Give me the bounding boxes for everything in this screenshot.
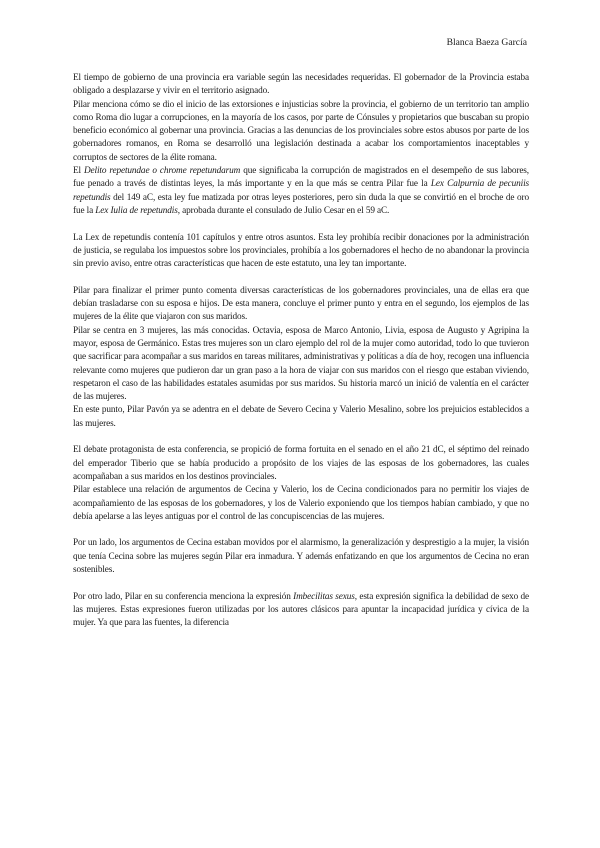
paragraph-text: del 149 aC, esta ley fue matizada por otras leyes posteriores, pero sin duda la que se convirtió en el broche de oro fue la xyxy=(73,192,529,216)
paragraph-text: , aprobada durante el consulado de Julio Cesar en el 59 aC. xyxy=(177,205,390,216)
document-body xyxy=(73,72,529,630)
italic-term: Imbecilitas sexus, xyxy=(293,591,357,602)
paragraph xyxy=(73,404,529,431)
paragraph-text: El tiempo de gobierno de una provincia era variable según las necesidades requeridas. El gobernador de la Provincia estaba obligado a desplazarse y vivir en el territorio asignado. xyxy=(73,73,529,97)
italic-term: Lex Calpurnia de pecuniis repetundis xyxy=(73,179,529,203)
paragraph xyxy=(73,285,529,325)
paragraph-text: Pilar para finalizar el primer punto comenta diversas características de los gobernadores provinciales, una de ellas era que debían trasladarse con su esposa e hijos. De esta manera, concluye el primer punto y entra en el segundo, los ejemplos de las mujeres de la élite que viajaron con sus maridos. xyxy=(73,285,529,323)
paragraph-text: Pilar menciona cómo se dio el inicio de las extorsiones e injusticias sobre la provincia, el gobierno de un territorio tan amplio como Roma dio lugar a corrupciones, en la mayoría de los casos, por parte de Cónsules y propietarios que buscaban su propio beneficio económico al gobernar una provincia. Gracias a las denuncias de los provinciales sobre estos abusos por parte de los gobernadores romanos, en Roma se desarrolló una legislación destinada a acabar los comportamientos inaceptables y corruptos de sectores de la élite romana. xyxy=(73,99,529,163)
paragraph xyxy=(73,99,529,165)
paragraph-text: esta expresión significa la debilidad de sexo de las mujeres. Estas expresiones fueron utilizadas por los autores clásicos para apuntar la incapacidad jurídica y cívica de la mujer. Ya que para las fuentes, la diferencia xyxy=(73,591,529,629)
paragraph-text: En este punto, Pilar Pavón ya se adentra en el debate de Severo Cecina y Valerio Mesalino, sobre los prejuicios establecidos a las mujeres. xyxy=(73,405,529,429)
italic-term: Lex Iulia de repetundis xyxy=(95,205,178,216)
paragraph-text: que significaba la corrupción de magistrados en el desempeño de sus labores, fue penado a través de distintas leyes, la más importante y en la que más se centra Pilar fue la xyxy=(73,166,529,190)
author-header: Blanca Baeza García xyxy=(446,37,527,48)
paragraph xyxy=(73,232,529,272)
paragraph xyxy=(73,72,529,99)
paragraph-text: Por un lado, los argumentos de Cecina estaban movidos por el alarmismo, la generalización y desprestigio a la mujer, la visión que tenía Cecina sobre las mujeres según Pilar era inmadura. Y además enfatizando en que los argumentos de Cecina no eran sostenibles. xyxy=(73,538,529,575)
paragraph-text: El debate protagonista de esta conferencia, se propició de forma fortuita en el senado en el año 21 dC, el séptimo del reinado del emperador Tiberio que se había producido a propósito de los viajes de las esposas de los gobernadores, las cuales acompañaban a sus maridos en los destinos provinciales. xyxy=(73,445,529,482)
paragraph xyxy=(73,591,529,631)
paragraph-text: El xyxy=(73,166,84,177)
paragraph xyxy=(73,165,529,218)
paragraph xyxy=(73,484,529,524)
paragraph-text: La Lex de repetundis contenía 101 capítulos y entre otros asuntos. Esta ley prohibía recibir donaciones por la administración de justicia, se regulaba los impuestos sobre los provinciales, prohibía a los gobernadores el hecho de no abandonar la provincia sin previo aviso, entre otras características que hacen de este estatuto, una ley tan importante. xyxy=(73,232,529,270)
paragraph-text: Pilar se centra en 3 mujeres, las más conocidas. Octavia, esposa de Marco Antonio, Livia, esposa de Augusto y Agripina la mayor, esposa de Germánico. Estas tres mujeres son un claro ejemplo del rol de la mujer como autoridad, todo lo que tuvieron que sacrificar para acompañar a sus maridos en tareas militares, administrativas y políticas a día de hoy, recogen una influencia relevante como mujeres que pudieron dar un gran paso a la hora de viajar con sus maridos con el riesgo que estaban viviendo, respetaron el caso de las habilidades estatales asumidas por sus maridos. Su historia marcó un inició de valentía en el carácter de las mujeres. xyxy=(73,325,529,403)
paragraph-text: Por otro lado, Pilar en su conferencia menciona la expresión xyxy=(73,591,294,602)
italic-term: Delito repetundae o chrome repetundarum xyxy=(83,166,241,177)
paragraph xyxy=(73,537,529,577)
paragraph xyxy=(73,444,529,484)
paragraph-text: Pilar establece una relación de argumentos de Cecina y Valerio, los de Cecina condicionados para no permitir los viajes de acompañamiento de las esposas de los gobernadores, y los de Valerio exponiendo que los tiempos habían cambiado, y que no debía apelarse a las leyes antiguas por el control de las concupiscencias de las mujeres. xyxy=(73,485,529,522)
paragraph xyxy=(73,325,529,405)
